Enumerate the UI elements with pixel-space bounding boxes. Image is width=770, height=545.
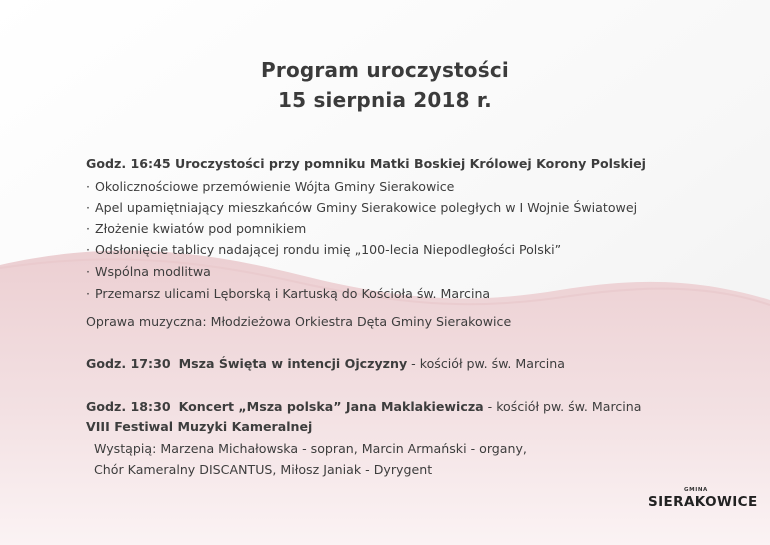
section1-name: Uroczystości przy pomniku Matki Boskiej Królowej Korony Polskiej	[174, 156, 646, 171]
section3-heading	[86, 399, 642, 415]
bullet-icon: ·	[86, 286, 91, 301]
section3-festival: VIII Festiwal Muzyki Kameralnej	[86, 419, 313, 434]
section3-place: - kościół pw. św. Marcina	[483, 399, 642, 414]
section2-place: - kościół pw. św. Marcina	[407, 356, 566, 371]
page-date: 15 sierpnia 2018 r.	[278, 88, 492, 112]
section1-music: Oprawa muzyczna: Młodzieżowa Orkiestra Dęta Gminy Sierakowice	[86, 314, 512, 329]
logo-small-text: GMINA	[684, 487, 708, 493]
section1-heading	[86, 156, 646, 172]
section1-time: Godz. 16:45	[86, 156, 171, 171]
section1-item: · Wspólna modlitwa	[86, 264, 211, 279]
section1-item: · Okolicznościowe przemówienie Wójta Gminy Sierakowice	[86, 179, 455, 194]
bullet-icon: ·	[86, 179, 91, 194]
section1-item: · Odsłonięcie tablicy nadającej rondu imię „100-lecia Niepodległości Polski”	[86, 242, 562, 257]
section2-time: Godz. 17:30	[86, 356, 171, 371]
bullet-icon: ·	[86, 264, 91, 279]
sierakowice-logo	[648, 487, 758, 515]
section3-performers-1: Wystąpią: Marzena Michałowska - sopran, Marcin Armański - organy,	[94, 441, 527, 456]
logo-main-text: SIERAKOWICE	[648, 494, 758, 510]
page-title: Program uroczystości	[261, 58, 509, 82]
section2-heading	[86, 356, 565, 372]
section3-name: Koncert „Msza polska” Jana Maklakiewicza	[178, 399, 484, 414]
bullet-icon: ·	[86, 221, 91, 236]
section2-name: Msza Święta w intencji Ojczyzny	[178, 356, 408, 371]
bullet-icon: ·	[86, 200, 91, 215]
section1-item: · Złożenie kwiatów pod pomnikiem	[86, 221, 307, 236]
section3-performers-2: Chór Kameralny DISCANTUS, Miłosz Janiak - Dyrygent	[94, 462, 433, 477]
bullet-icon: ·	[86, 242, 91, 257]
section3-time: Godz. 18:30	[86, 399, 171, 414]
section1-item: · Apel upamiętniający mieszkańców Gminy Sierakowice poległych w I Wojnie Światowej	[86, 200, 638, 215]
section1-item: · Przemarsz ulicami Lęborską i Kartuską do Kościoła św. Marcina	[86, 286, 491, 301]
